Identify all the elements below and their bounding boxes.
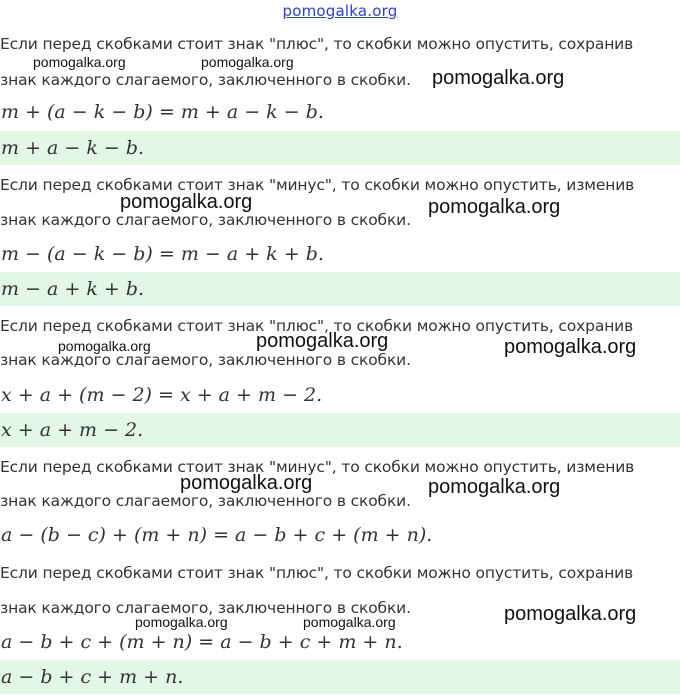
site-header-link[interactable]: pomogalka.org: [282, 2, 398, 20]
watermark: pomogalka.org: [303, 614, 396, 630]
watermark: pomogalka.org: [58, 338, 151, 354]
answer-line: a − b + c + m + n.: [0, 660, 680, 694]
watermark: pomogalka.org: [33, 54, 126, 70]
rule-text-line: Если перед скобками стоит знак "минус", то скобки можно опустить, изменив: [0, 176, 635, 194]
math-expression: a − b + c + (m + n) = a − b + c + m + n.: [1, 631, 403, 653]
watermark: pomogalka.org: [135, 614, 228, 630]
watermark: pomogalka.org: [120, 191, 253, 213]
rule-text-line: Если перед скобками стоит знак "плюс", то скобки можно опустить, сохранив: [0, 35, 634, 53]
watermark: pomogalka.org: [201, 54, 294, 70]
rule-text-line: знак каждого слагаемого, заключенного в скобки.: [0, 351, 411, 369]
rule-text-line: знак каждого слагаемого, заключенного в скобки.: [0, 211, 411, 229]
math-expression: x + a + (m − 2) = x + a + m − 2.: [1, 384, 323, 406]
watermark: pomogalka.org: [504, 336, 637, 358]
rule-text-line: Если перед скобками стоит знак "плюс", то скобки можно опустить, сохранив: [0, 317, 634, 335]
rule-text-line: знак каждого слагаемого, заключенного в скобки.: [0, 492, 411, 510]
watermark: pomogalka.org: [256, 330, 389, 352]
math-expression: m − (a − k − b) = m − a + k + b.: [1, 243, 324, 265]
watermark: pomogalka.org: [504, 603, 637, 625]
math-expression: a − (b − c) + (m + n) = a − b + c + (m + n).: [1, 524, 433, 546]
rule-text-line: знак каждого слагаемого, заключенного в скобки.: [0, 71, 411, 89]
math-expression: m + (a − k − b) = m + a − k − b.: [1, 101, 324, 123]
watermark: pomogalka.org: [428, 196, 561, 218]
answer-line: m − a + k + b.: [0, 272, 680, 306]
answer-line: m + a − k − b.: [0, 131, 680, 165]
rule-text-line: Если перед скобками стоит знак "минус", то скобки можно опустить, изменив: [0, 458, 635, 476]
watermark: pomogalka.org: [428, 476, 561, 498]
rule-text-line: знак каждого слагаемого, заключенного в скобки.: [0, 599, 411, 617]
rule-text-line: Если перед скобками стоит знак "плюс", то скобки можно опустить, сохранив: [0, 564, 634, 582]
watermark: pomogalka.org: [432, 67, 565, 89]
answer-line: x + a + m − 2.: [0, 413, 680, 447]
watermark: pomogalka.org: [180, 472, 313, 494]
